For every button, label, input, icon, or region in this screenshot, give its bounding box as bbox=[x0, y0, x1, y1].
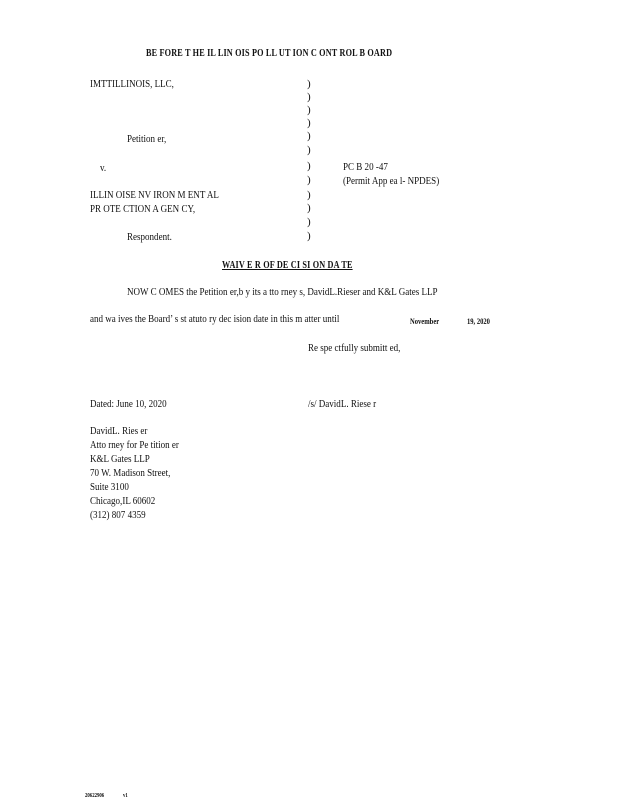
versus-label: v. bbox=[100, 162, 107, 174]
footer-version: v1 bbox=[123, 793, 128, 799]
paren: ) bbox=[307, 104, 311, 116]
footer-doc-id: 20622906 bbox=[85, 793, 105, 799]
signature-block-line: Chicago,IL 60602 bbox=[90, 495, 156, 507]
document-title: WAIV E R OF DE CI SI ON DA TE bbox=[222, 260, 353, 271]
paren: ) bbox=[307, 78, 311, 90]
respondent-label: Respondent. bbox=[127, 231, 172, 243]
paren: ) bbox=[307, 174, 311, 186]
paren: ) bbox=[307, 91, 311, 103]
case-type: (Permit App ea l- NPDES) bbox=[343, 175, 440, 187]
paren: ) bbox=[307, 117, 311, 129]
signature-block-line: Suite 3100 bbox=[90, 481, 129, 493]
signature-block-line: Atto rney for Pe tition er bbox=[90, 439, 179, 451]
electronic-signature: /s/ DavidL. Riese r bbox=[308, 398, 377, 410]
signature-block-line: K&L Gates LLP bbox=[90, 453, 150, 465]
paren: ) bbox=[307, 230, 311, 242]
paren: ) bbox=[307, 216, 311, 228]
signature-block-line: DavidL. Ries er bbox=[90, 425, 148, 437]
dated-line: Dated: June 10, 2020 bbox=[90, 398, 167, 410]
deadline-month: November bbox=[410, 317, 440, 326]
paren: ) bbox=[307, 189, 311, 201]
respondent-name-line1: ILLIN OISE NV IRON M ENT AL bbox=[90, 189, 219, 201]
petitioner-name: IMTTILLINOIS, LLC, bbox=[90, 78, 174, 90]
signature-block-line: 70 W. Madison Street, bbox=[90, 467, 171, 479]
paren: ) bbox=[307, 160, 311, 172]
signature-block-line: (312) 807 4359 bbox=[90, 509, 146, 521]
board-title: BE FORE T HE IL LIN OIS PO LL UT ION C ONT ROL B OARD bbox=[146, 48, 393, 59]
closing-text: Re spe ctfully submitt ed, bbox=[308, 342, 401, 354]
paren: ) bbox=[307, 202, 311, 214]
case-number: PC B 20 -47 bbox=[343, 161, 388, 173]
paren: ) bbox=[307, 144, 311, 156]
respondent-name-line2: PR OTE CTION A GEN CY, bbox=[90, 203, 196, 215]
petitioner-label: Petition er, bbox=[127, 133, 167, 145]
body-paragraph-line2: and wa ives the Board’ s st atuto ry dec ision date in this m atter until bbox=[90, 313, 340, 325]
paren: ) bbox=[307, 130, 311, 142]
deadline-day-year: 19, 2020 bbox=[467, 317, 490, 326]
body-paragraph-line1: NOW C OMES the Petition er,b y its a tto rney s, DavidL.Rieser and K&L Gates LLP bbox=[127, 286, 438, 298]
